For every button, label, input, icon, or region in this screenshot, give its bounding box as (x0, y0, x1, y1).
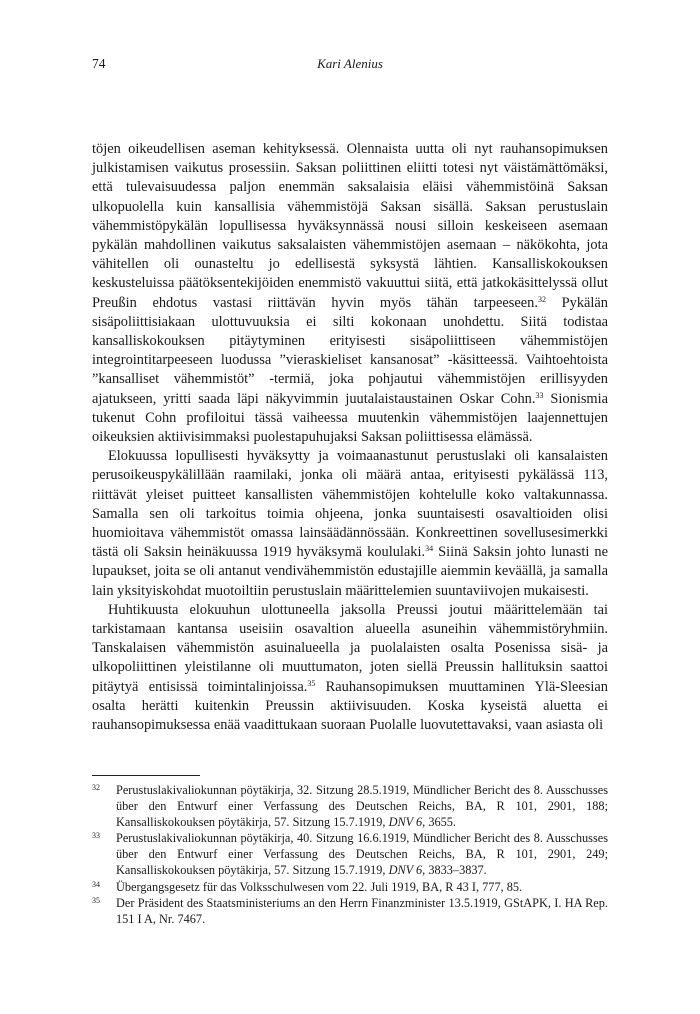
body-text (92, 140, 608, 735)
paragraph-1 (92, 140, 608, 447)
running-head-author: Kari Alenius (317, 56, 383, 71)
footnote-text-part: Der Präsident des Staatsministeriums an den Herrn Finanzminister 13.5.1919, GStAPK, I. HA Rep. 151 I A, Nr. 7467. (116, 895, 608, 926)
page-number: 74 (92, 56, 106, 71)
footnote-italic: DNV 6 (388, 863, 423, 878)
footnote-34 (92, 879, 608, 895)
paragraph-text: Huhtikuusta elokuuhun ulottuneella jaksolla Preussi joutui määrittelemään tai tarkistamaan kantansa useisiin osavaltion alueella asuneihin vähemmistöryhmiin. Tanskalaisen vähemmistön asuinalueella ja puolalaisten osalta Posenissa sisä- ja ulkopoliittinen yleistilanne oli muuttumaton, joten siellä Preussin hallituksin saattoi pitäytyä entisissä toimintalinjoissa. (92, 601, 608, 695)
footnote-text-part: Perustuslakivaliokunnan pöytäkirja, 32. Sitzung 28.5.1919, Mündlicher Bericht des 8. Ausschusses über den Entwurf einer Verfassung des Deutschen Reichs, BA, R 101, 2901, 188; Kansalliskokouksen pöytäkirja, 57. Sitzung 15.7.1919, (116, 783, 608, 830)
paragraph-text: Pykälän sisäpoliittisiakaan ulottuvuuksia ei silti kokonaan unohdettu. Siitä todistaa kansalliskokouksen pitäytyminen erityisesti sisäpoliittiseen vähemmistöjen integrointitarpeeseen luodussa ”vieraskieliset kansanosat” -käsitteessä. Vaihtoehtoista ”kansalliset vähemmistöt” -termiä, joka pohjautui vähemmistöjen erillisyyden ajatukseen, yritti saada läpi näkyvimmin juutalaistaustainen Oskar Cohn. (92, 294, 608, 407)
footnote-text (116, 783, 608, 829)
footnote-text-part: Übergangsgesetz für das Volksschulwesen vom 22. Juli 1919, BA, R 43 I, 777, 85. (116, 879, 523, 894)
footnote-text (116, 896, 608, 926)
paragraph-text: töjen oikeudellisen aseman kehityksessä. Olennaista uutta oli nyt rauhansopimuksen julkistamisen vaikutus prosessiin. Saksan poliittinen eliitti totesi nyt väistämättömäksi, että tulevaisuudessa paljon enemmän saksalaisia eläisi vähemmistöinä Saksan ulkopuolella kuin kansallisia vähemmistöjä Saksan sisällä. Saksan perustuslain vähemmistöpykälän lopullisessa hyväksynnässä nousi silloin keskeiseen asemaan pykälän mahdollinen vaikutus saksalaisten vähemmistöjen asemaan – näkökohta, jota vähitellen oli ounasteltu jo edellisestä syksystä lähtien. Kansalliskokouksen keskusteluissa päätöksentekijöiden enemmistö vakuuttui siitä, että jatkokäsittelyssä ollut Preußin ehdotus vastasi riittävän hyvin myös tähän tarpeeseen. (92, 141, 608, 311)
footnote-text-part: , 3833–3837. (422, 863, 487, 878)
footnotes (92, 782, 608, 927)
footnote-divider (92, 775, 200, 776)
paragraph-text: Sionismia tukenut Cohn profiloitui tässä vaiheessa muutenkin vähemmistöjen laajennettujen oikeuksien aktiivisimmaksi puolestapuhujaksi Saksan poliittisessa elämässä. (92, 390, 609, 446)
footnote-italic: DNV 6 (388, 815, 423, 830)
running-head (92, 56, 608, 76)
footnote-number: 34 (92, 879, 100, 889)
paragraph-3 (92, 601, 608, 735)
paragraph-text: Rauhansopimuksen muuttaminen Ylä-Sleesian osalta herätti kuitenkin Preussin aktiivisuuden. Koska kyseistä aluetta ei rauhansopimuksessa enää vaadittukaan suoraan Puolalle luovutettavaksi, vaan asiasta oli (92, 678, 608, 734)
footnote-33 (92, 830, 608, 878)
footnote-text-part: , 3655. (422, 815, 456, 830)
paragraph-text: Siinä Saksin johto lunasti ne lupaukset, joita se oli antanut vendivähemmistön edustajille aiemmin keväällä, ja samalla lain yksityiskohdat muotoiltiin perustuslain määrittelemien suuntaviivojen mukaisesti. (92, 544, 608, 599)
footnote-text-part: Perustuslakivaliokunnan pöytäkirja, 40. Sitzung 16.6.1919, Mündlicher Bericht des 8. Ausschusses über den Entwurf einer Verfassung des Deutschen Reichs, BA, R 101, 2901, 249; Kansalliskokouksen pöytäkirja, 57. Sitzung 15.7.1919, (116, 831, 608, 878)
footnote-32 (92, 782, 608, 830)
footnote-ref[interactable]: 34 (425, 544, 434, 554)
paragraph-2 (92, 447, 608, 601)
paragraph-text: Elokuussa lopullisesti hyväksytty ja voimaanastunut perustuslaki oli kansalaisten perusoikeuspykälillään raamilaki, jonka oli määrä antaa, erityisesti pykälässä 113, riittävät yleiset puitteet kansallisten vähemmistöjen kohtelulle koko valtakunnassa. Samalla sen oli tarkoitus toimia ohjeena, jonka suuntaisesti osavaltioiden olisi huomioitava vähemmistöt omassa lainsäädännössään. Konkreettinen sovellusesimerkki tästä oli Saksin heinäkuussa 1919 hyväksymä koululaki. (92, 448, 608, 561)
footnote-ref[interactable]: 35 (307, 678, 316, 688)
footnote-35 (92, 895, 608, 927)
footnote-number: 35 (92, 895, 100, 905)
footnote-number: 33 (92, 831, 100, 841)
footnote-ref[interactable]: 33 (535, 390, 544, 400)
footnote-text (116, 831, 608, 877)
footnote-ref[interactable]: 32 (537, 294, 546, 304)
footnote-number: 32 (92, 783, 100, 792)
footnote-text (116, 880, 522, 894)
